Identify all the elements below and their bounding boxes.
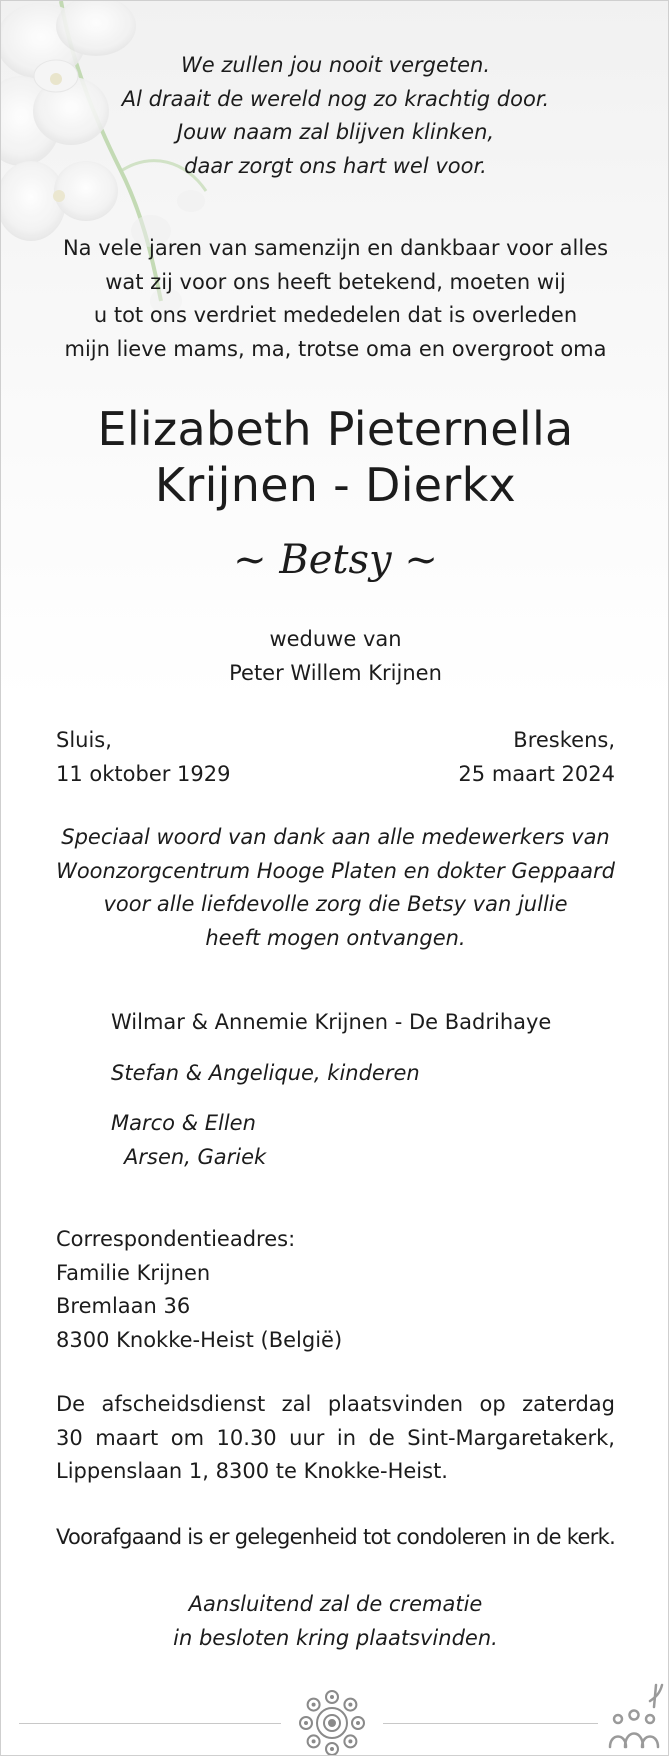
family-grandchildren: Arsen, Gariek [124,1144,267,1169]
poem-line: Jouw naam zal blijven klinken, [176,120,495,144]
birth-place: Sluis, [56,728,112,752]
announcement-line: u tot ons verdriet mededelen dat is overleden [93,303,578,327]
poem-line: daar zorgt ons hart wel voor. [184,153,487,178]
condolence-info: Voorafgaand is er gelegenheid tot condoleren in de kerk. [56,1525,616,1549]
deceased-surname: Krijnen - Dierkx [154,458,517,512]
poem-line: We zullen jou nooit vergeten. [180,53,491,77]
service-line: 30 maart om 10.30 uur in de Sint-Margaretakerk, [56,1425,615,1450]
rosette-ornament-icon [296,1687,368,1756]
service-line: De afscheidsdienst zal plaatsvinden op zaterdag [56,1392,615,1416]
footer-divider-left [19,1723,281,1724]
spouse-name: Peter Willem Krijnen [229,660,442,685]
announcement-text [1,232,669,366]
family-children: Stefan & Angelique, kinderen [111,1060,420,1085]
deceased-name [1,401,669,513]
closing-line: in besloten kring plaatsvinden. [173,1625,498,1650]
death-info [458,724,615,791]
thanks-line: heeft mogen ontvangen. [205,925,466,950]
death-place: Breskens, [513,728,615,752]
thanks-line: Speciaal woord van dank aan alle medewerkers van [61,825,610,849]
poem-line: Al draait de wereld nog zo krachtig door. [121,86,550,111]
closing-text [1,1588,669,1655]
footer-divider-right [383,1723,598,1724]
widow-of [1,623,669,690]
deceased-first-names: Elizabeth Pieternella [97,402,574,456]
announcement-line: mijn lieve mams, ma, trotse oma en overgroot oma [64,336,607,361]
family-list [111,1006,551,1174]
announcement-line: wat zij voor ons heeft betekend, moeten wij [105,269,566,294]
thanks-line: Woonzorgcentrum Hooge Platen en dokter Geppaard [56,858,615,883]
family-children: Marco & Ellen [111,1111,256,1135]
correspondence-address [56,1223,342,1357]
service-line: Lippenslaan 1, 8300 te Knokke-Heist. [56,1459,448,1483]
poem [1,49,669,183]
address-city: 8300 Knokke-Heist (België) [56,1327,343,1352]
thanks-line: voor alle liefdevolle zorg die Betsy van jullie [103,892,568,916]
closing-line: Aansluitend zal de crematie [188,1592,483,1616]
birth-date: 11 oktober 1929 [56,761,231,786]
announcement-line: Na vele jaren van samenzijn en dankbaar voor alles [62,236,609,260]
family-parents: Wilmar & Annemie Krijnen - De Badrihaye [111,1010,552,1034]
widow-label: weduwe van [269,627,402,651]
thanks-text [1,821,669,955]
address-label: Correspondentieadres: [56,1227,296,1251]
family-figures-logo-icon [604,1671,664,1751]
birth-info [56,724,231,791]
nickname: ~ Betsy ~ [233,537,438,583]
address-street: Bremlaan 36 [56,1294,191,1318]
death-date: 25 maart 2024 [458,761,615,786]
service-info [56,1388,615,1489]
address-name: Familie Krijnen [56,1260,211,1285]
